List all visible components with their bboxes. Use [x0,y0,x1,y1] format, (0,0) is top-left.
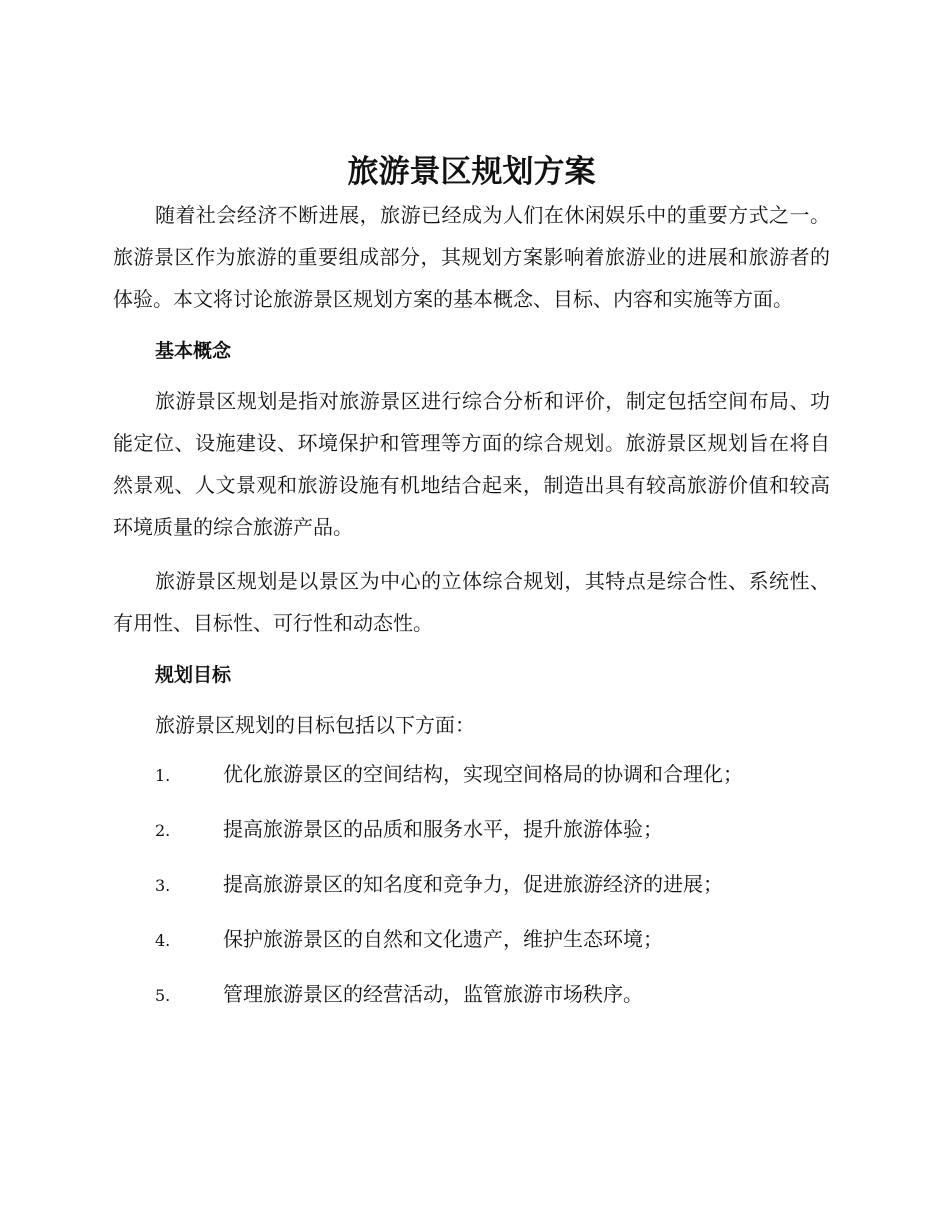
intro-paragraph: 随着社会经济不断进展，旅游已经成为人们在休闲娱乐中的重要方式之一。旅游景区作为旅游的重要组成部分，其规划方案影响着旅游业的进展和旅游者的体验。本文将讨论旅游景区规划方案的基本概念、目标、内容和实施等方面。 [113,203,830,311]
list-item [113,924,830,979]
list-item [113,759,830,814]
planning-goals-intro: 旅游景区规划的目标包括以下方面： [155,713,475,737]
document-title: 旅游景区规划方案 [347,154,596,190]
list-number: 5. [155,986,171,1005]
list-item [113,979,830,1034]
list-text: 提高旅游景区的知名度和竞争力，促进旅游经济的进展； [223,872,723,896]
planning-goals-list [113,759,830,1034]
list-number: 4. [155,931,171,950]
section-heading-planning-goals: 规划目标 [155,664,232,686]
list-item [113,869,830,924]
section-heading-basic-concept: 基本概念 [155,340,232,362]
list-text: 提高旅游景区的品质和服务水平，提升旅游体验； [223,817,663,841]
list-number: 2. [155,821,171,840]
list-text: 管理旅游景区的经营活动，监管旅游市场秩序。 [223,982,643,1006]
list-item [113,814,830,869]
basic-concept-paragraph-1: 旅游景区规划是指对旅游景区进行综合分析和评价，制定包括空间布局、功能定位、设施建设、环境保护和管理等方面的综合规划。旅游景区规划旨在将自然景观、人文景观和旅游设施有机地结合起来，制造出具有较高旅游价值和较高环境质量的综合旅游产品。 [113,389,830,539]
basic-concept-paragraph-2: 旅游景区规划是以景区为中心的立体综合规划，其特点是综合性、系统性、有用性、目标性、可行性和动态性。 [113,569,830,635]
list-number: 3. [155,876,171,895]
list-number: 1. [155,766,171,785]
list-text: 优化旅游景区的空间结构，实现空间格局的协调和合理化； [223,762,743,786]
list-text: 保护旅游景区的自然和文化遗产，维护生态环境； [223,927,663,951]
document-page [113,150,830,1034]
